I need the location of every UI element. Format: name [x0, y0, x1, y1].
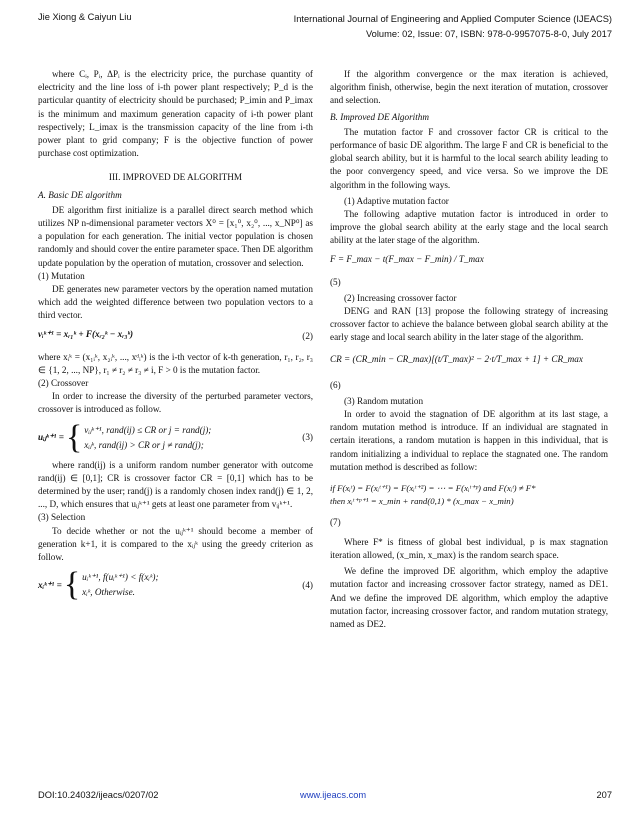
equation-lhs: xᵢᵏ⁺¹ =	[38, 579, 62, 590]
right-column	[330, 68, 608, 631]
equation-7	[330, 482, 608, 508]
brace-icon: {	[65, 418, 83, 456]
header-journal	[294, 12, 612, 42]
equation-body: vᵢᵏ⁺¹ = xᵣ₁ᵏ + F(xᵣ₂ᵏ − xᵣ₃ᵏ)	[38, 328, 134, 339]
equation-3	[38, 418, 313, 456]
equation-number: (2)	[302, 330, 313, 341]
paragraph: If the algorithm convergence or the max iteration is achieved, algorithm finish, otherwise, begin the next iteration of mutation, crossover and selection.	[330, 69, 608, 106]
equation-line: if F(xᵢᵗ) = F(xᵢᵗ⁺¹) = F(xᵢᵗ⁺²) = ⋯ = F(xᵢᵗ⁺ᵖ) and F(xᵢᵗ) ≠ F*	[330, 483, 536, 494]
equation-cases	[84, 423, 211, 453]
case-line: xᵢᵏ, Otherwise.	[82, 587, 135, 598]
paragraph: To decide whether or not the uᵢⱼᵏ⁺¹ should become a member of generation k+1, it is compared to the xᵢⱼᵏ using the greedy criterion as follow.	[38, 525, 313, 563]
paragraph: where xᵢᵏ = (x₁ᵢᵏ, x₂ᵢᵏ, ..., xᵈᵢᵏ) is the i-th vector of k-th generation, r₁, r₂, r₃ ∈ {1, 2, ..., NP}, r₁ ≠ r₂ ≠ r₃ ≠ i, F > 0 is the mutation factor.	[38, 351, 313, 375]
equation-lhs: uᵢⱼᵏ⁺¹ =	[38, 432, 64, 443]
page-number: 207	[596, 790, 612, 800]
paragraph: DE algorithm first initialize is a parallel direct search method which utilizes NP n-dimensional parameter vectors X⁰ = [x₁⁰, x₂⁰, ..., x_NP⁰] as a population for each generation. The initial vector population is chosen randomly and should cover the entire parameter space. Then DE algorithm update population by the operation of mutation, crossover and selection.	[38, 204, 313, 268]
selection-heading: (3) Selection	[38, 512, 86, 523]
paragraph: The mutation factor F and crossover factor CR is critical to the performance of basic DE algorithm. The large F and CR is beneficial to the global search ability, but it is harmful to the local search ability leading to the poor convergency speed, and vice versa. So we improve the DE algorithm in the following ways.	[330, 126, 608, 190]
paragraph: where rand(ij) is a uniform random number generator with outcome rand(ij) ∈ [0,1]; CR is crossover factor CR = [0,1] which has to be determined by the user; rand(j) is a randomly chosen index rand(j) ∈ 1, 2, ..., D, which ensures that uᵢⱼᵏ⁺¹ gets at least one parameter from vᵢⱼᵏ⁺¹.	[38, 459, 313, 510]
paragraph: In order to increase the diversity of the perturbed parameter vectors, crossover is introduced as follow.	[38, 391, 313, 415]
paragraph: Where F* is fitness of global best individual, p is max stagnation iteration allowed, (x_min, x_max) is the random search space.	[330, 536, 608, 560]
header-authors: Jie Xiong & Caiyun Liu	[38, 12, 132, 22]
journal-volume: Volume: 02, Issue: 07, ISBN: 978-0-9957075-8-0, July 2017	[365, 29, 612, 39]
equation-body: F = F_max − t(F_max − F_min) / T_max	[330, 253, 484, 264]
footer-url[interactable]: www.ijeacs.com	[300, 790, 367, 800]
equation-number: (7)	[330, 517, 341, 528]
increasing-heading: (2) Increasing crossover factor	[344, 292, 457, 303]
random-heading: (3) Random mutation	[344, 395, 424, 406]
paragraph: DENG and RAN [13] propose the following strategy of increasing crossover factor to achieve the balance between global search ability at the early stage and local search ability in the later stage of the algorithm.	[330, 306, 608, 343]
paragraph: We define the improved DE algorithm, which employ the adaptive mutation factor and increasing crossover factor strategy, named as DE1. And we define the improved DE algorithm, which employ the adaptive mutation factor, increasing crossover factor, and random mutation strategy, named as DE2.	[330, 566, 608, 629]
crossover-heading: (2) Crossover	[38, 378, 89, 389]
left-column	[38, 68, 313, 606]
subsection-heading: A. Basic DE algorithm	[38, 189, 122, 200]
case-line: vᵢⱼᵏ⁺¹, rand(ij) ≤ CR or j = rand(j);	[84, 424, 212, 435]
journal-title: International Journal of Engineering and Applied Computer Science (IJEACS)	[293, 14, 612, 24]
mutation-heading: (1) Mutation	[38, 270, 85, 281]
equation-number: (5)	[330, 276, 341, 287]
case-line: uᵢᵏ⁺¹, f(uᵢᵏ⁺¹) < f(xᵢᵏ);	[82, 572, 159, 583]
section-heading: III. IMPROVED DE ALGORITHM	[108, 172, 243, 183]
subsection-heading: B. Improved DE Algorithm	[330, 111, 430, 122]
equation-number: (3)	[302, 432, 313, 443]
equation-4	[38, 566, 313, 604]
equation-6	[330, 353, 608, 371]
equation-body: CR = (CR_min − CR_max)[(t/T_max)² − 2·t/T_max + 1] + CR_max	[330, 353, 583, 364]
equation-number: (4)	[302, 579, 313, 590]
paragraph: In order to avoid the stagnation of DE algorithm at its last stage, a random mutation method is introduce. If an individual are stagnated in certain iterations, a random mutation is happen in this individual, that is random initializing a individual to replace the stagnated one. The random mutation method is described as follow:	[330, 409, 608, 472]
paragraph: The following adaptive mutation factor is introduced in order to improve the global search ability at the early stage and the local search ability at the later stage of the algorithm.	[330, 209, 608, 246]
footer-doi: DOI:10.24032/ijeacs/0207/02	[38, 790, 159, 800]
paragraph: where Cᵢ, Pᵢ, ΔPᵢ is the electricity price, the purchase quantity of electricity and the line loss of i-th power plant respectively; P_d is the particular quantity of electricity should be purchased; P_imin and P_imax is the minimum and maximum generation capacity of i-th power plant respectively; L_imax is the transmission capacity of the line from i-th power plant to grid company; F is the objective function of power purchase cost optimization.	[38, 69, 313, 159]
equation-5	[330, 253, 608, 271]
case-line: xᵢⱼᵏ, rand(ij) > CR or j ≠ rand(j);	[84, 439, 204, 450]
adaptive-heading: (1) Adaptive mutation factor	[344, 195, 449, 206]
equation-line: then xᵢᵗ⁺ᵖ⁺¹ = x_min + rand(0,1) * (x_max − x_min)	[330, 496, 514, 507]
brace-icon: {	[63, 566, 81, 604]
paragraph: DE generates new parameter vectors by the operation named mutation which add the weighted difference between two population vectors to a third vector.	[38, 284, 313, 321]
equation-cases	[82, 570, 158, 600]
equation-number: (6)	[330, 379, 341, 390]
equation-2	[38, 328, 313, 346]
